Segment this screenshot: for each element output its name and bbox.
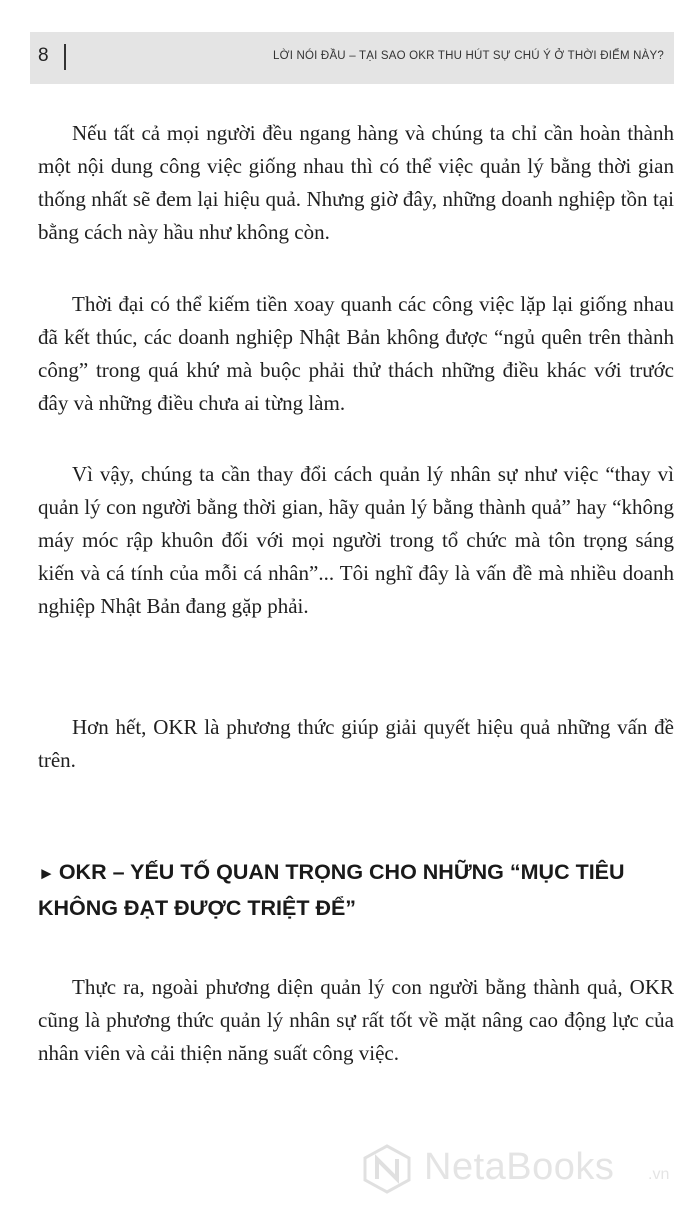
triangle-right-icon: ►: [38, 864, 55, 883]
paragraph-2: Thời đại có thể kiếm tiền xoay quanh các công việc lặp lại giống nhau đã kết thúc, các doanh nghiệp Nhật Bản không được “ngủ quên trên thành công” trong quá khứ mà buộc phải thử thách những điều khác với trước đây và những điều chưa ai từng làm.: [38, 292, 674, 415]
running-title: LỜI NÓI ĐẦU – TẠI SAO OKR THU HÚT SỰ CHÚ Ý Ở THỜI ĐIỂM NÀY?: [273, 50, 664, 62]
paragraph-5: Thực ra, ngoài phương diện quản lý con người bằng thành quả, OKR cũng là phương thức quản lý nhân sự rất tốt về mặt nâng cao động lực của nhân viên và cải thiện năng suất công việc.: [38, 975, 674, 1065]
page-number: 8: [38, 45, 50, 66]
paragraph-3: Vì vậy, chúng ta cần thay đổi cách quản lý nhân sự như việc “thay vì quản lý con người bằng thời gian, hãy quản lý bằng thành quả” hay “không máy móc rập khuôn đối với mọi người trong tổ chức mà tôn trọng sáng kiến và cá tính của mỗi cá nhân”... Tôi nghĩ đây là vấn đề mà nhiều doanh nghiệp Nhật Bản đang gặp phải.: [38, 462, 674, 618]
section-heading: [38, 855, 674, 925]
watermark-suffix: .vn: [648, 1166, 670, 1183]
netabooks-logo-icon: [362, 1144, 412, 1194]
paragraph-1: Nếu tất cả mọi người đều ngang hàng và chúng ta chỉ cần hoàn thành một nội dung công việc giống nhau thì có thể việc quản lý bằng thời gian thống nhất sẽ đem lại hiệu quả. Nhưng giờ đây, những doanh nghiệp tồn tại bằng cách này hầu như không còn.: [38, 121, 674, 244]
paragraph-4: Hơn hết, OKR là phương thức giúp giải quyết hiệu quả những vấn đề trên.: [38, 715, 674, 772]
watermark-brand: NetaBooks: [424, 1146, 615, 1188]
watermark: [362, 1140, 682, 1200]
header-divider: [64, 44, 66, 70]
page-header: [30, 32, 674, 84]
section-heading-text: OKR – YẾU TỐ QUAN TRỌNG CHO NHỮNG “MỤC TIÊU KHÔNG ĐẠT ĐƯỢC TRIỆT ĐỂ”: [38, 860, 625, 920]
